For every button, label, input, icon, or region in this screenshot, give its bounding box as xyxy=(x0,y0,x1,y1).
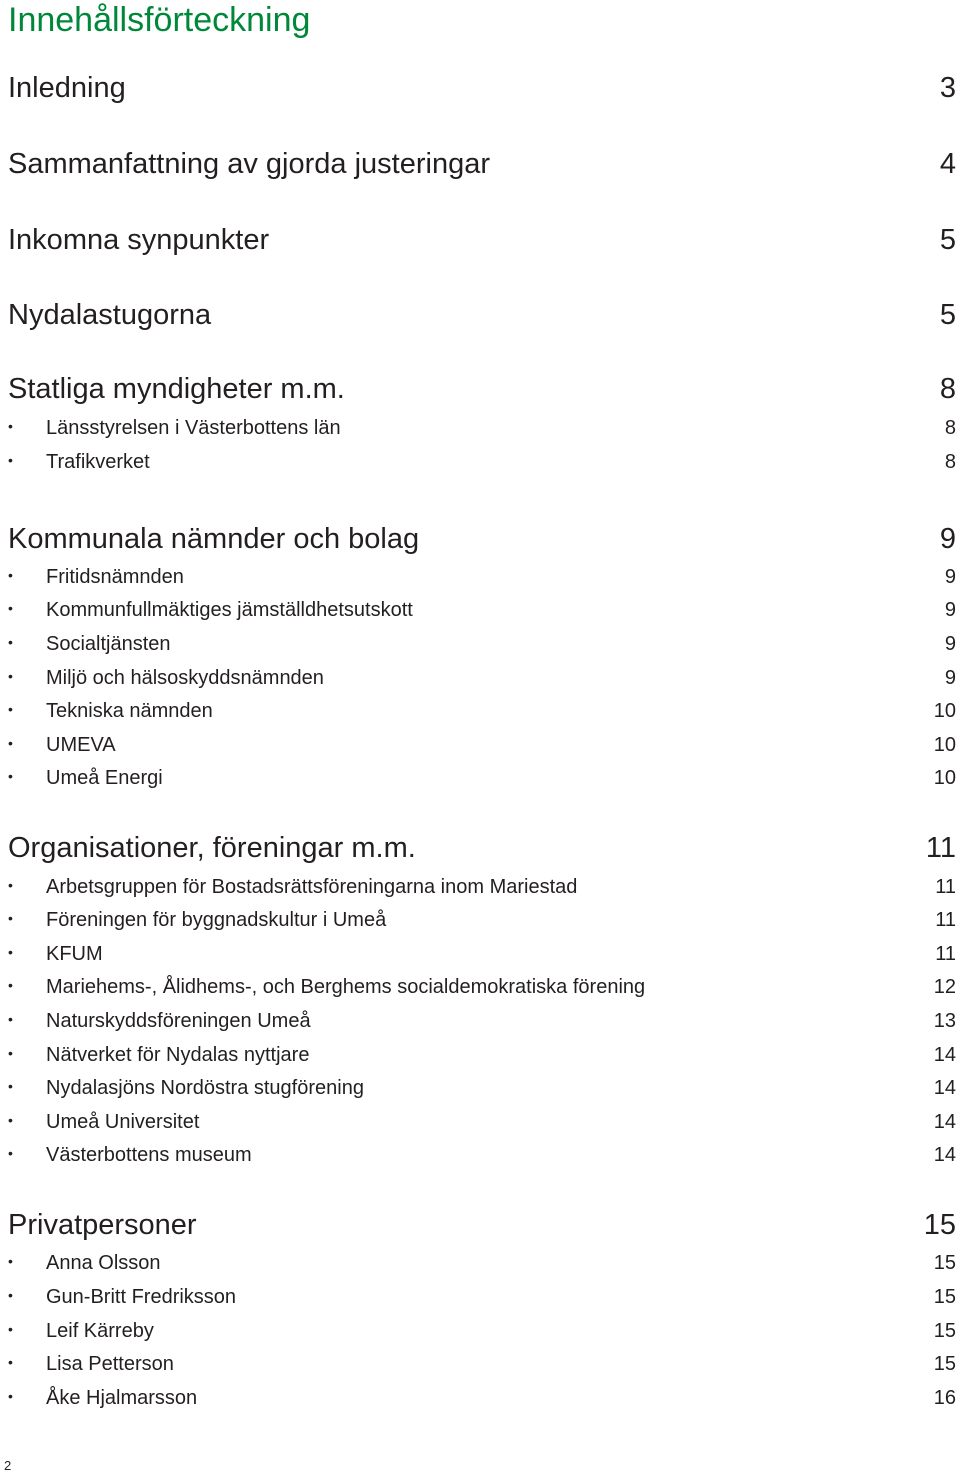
toc-subentry-page: 9 xyxy=(944,633,956,655)
toc-section[interactable] xyxy=(8,521,956,557)
toc-subentry[interactable] xyxy=(8,1042,956,1069)
toc-subentry-page: 14 xyxy=(933,1077,956,1099)
toc-subentry-page: 9 xyxy=(944,566,956,588)
toc-subentry-label: Umeå Universitet xyxy=(46,1111,200,1133)
toc-entry[interactable] xyxy=(8,297,956,333)
bullet-icon: • xyxy=(8,668,13,684)
bullet-icon: • xyxy=(8,1011,13,1027)
bullet-icon: • xyxy=(8,768,13,784)
toc-section-label: Kommunala nämnder och bolag xyxy=(8,523,420,555)
bullet-icon: • xyxy=(8,1354,13,1370)
toc-entry-label: Sammanfattning av gjorda justeringar xyxy=(8,148,490,180)
bullet-icon: • xyxy=(8,877,13,893)
toc-subentry[interactable] xyxy=(8,1008,956,1035)
toc-entry-label: Inledning xyxy=(8,72,126,104)
toc-subentry[interactable] xyxy=(8,631,956,658)
toc-subentry-page: 16 xyxy=(933,1387,956,1409)
toc-subentry-label: Trafikverket xyxy=(46,451,150,473)
toc-subentry-page: 15 xyxy=(933,1252,956,1274)
bullet-icon: • xyxy=(8,634,13,650)
bullet-icon: • xyxy=(8,418,13,434)
toc-subentry-label: Kommunfullmäktiges jämställdhetsutskott xyxy=(46,599,413,621)
bullet-icon: • xyxy=(8,567,13,583)
toc-subentry-label: Anna Olsson xyxy=(46,1252,161,1274)
toc-subentry[interactable] xyxy=(8,665,956,692)
toc-subentry-label: UMEVA xyxy=(46,734,116,756)
toc-subentry-label: Fritidsnämnden xyxy=(46,566,184,588)
bullet-icon: • xyxy=(8,1045,13,1061)
toc-subentry[interactable] xyxy=(8,1109,956,1136)
toc-subentry-page: 12 xyxy=(933,976,956,998)
toc-subentry[interactable] xyxy=(8,941,956,968)
toc-subentry-label: Åke Hjalmarsson xyxy=(46,1387,198,1409)
toc-subentry-label: Lisa Petterson xyxy=(46,1353,174,1375)
toc-entry-label: Inkomna synpunkter xyxy=(8,224,270,256)
toc-subentry-label: Nätverket för Nydalas nyttjare xyxy=(46,1044,310,1066)
toc-subentry-page: 15 xyxy=(933,1320,956,1342)
toc-subentry[interactable] xyxy=(8,1284,956,1311)
toc-subentry-page: 10 xyxy=(933,734,956,756)
bullet-icon: • xyxy=(8,1287,13,1303)
toc-subentry-label: Arbetsgruppen för Bostadsrättsföreningarna inom Mariestad xyxy=(46,876,578,898)
toc-subentry-label: Mariehems-, Ålidhems-, och Berghems socialdemokratiska förening xyxy=(46,976,646,998)
bullet-icon: • xyxy=(8,944,13,960)
toc-subentry[interactable] xyxy=(8,907,956,934)
toc-subentry-label: Tekniska nämnden xyxy=(46,700,213,722)
toc-subentry-label: Umeå Energi xyxy=(46,767,163,789)
toc-subentry-label: Gun-Britt Fredriksson xyxy=(46,1286,237,1308)
toc-subentry[interactable] xyxy=(8,732,956,759)
toc-entry-page: 4 xyxy=(939,148,956,180)
bullet-icon: • xyxy=(8,1253,13,1269)
toc-subentry[interactable] xyxy=(8,1318,956,1345)
toc-section-page: 9 xyxy=(939,523,956,555)
toc-subentry[interactable] xyxy=(8,1142,956,1169)
toc-subentry-page: 8 xyxy=(944,417,956,439)
toc-entry[interactable] xyxy=(8,70,956,106)
bullet-icon: • xyxy=(8,1112,13,1128)
page-title: Innehållsförteckning xyxy=(8,1,311,39)
toc-subentry[interactable] xyxy=(8,1385,956,1412)
toc-subentry-page: 10 xyxy=(933,700,956,722)
page-number: 2 xyxy=(4,1458,12,1473)
toc-subentry[interactable] xyxy=(8,974,956,1001)
bullet-icon: • xyxy=(8,701,13,717)
bullet-icon: • xyxy=(8,1321,13,1337)
bullet-icon: • xyxy=(8,600,13,616)
toc-section-label: Statliga myndigheter m.m. xyxy=(8,373,345,405)
toc-subentry-page: 11 xyxy=(935,943,956,965)
toc-subentry-page: 14 xyxy=(933,1144,956,1166)
toc-subentry-label: KFUM xyxy=(46,943,103,965)
toc-subentry-label: Naturskyddsföreningen Umeå xyxy=(46,1010,311,1032)
toc-subentry[interactable] xyxy=(8,597,956,624)
toc-subentry-page: 14 xyxy=(933,1111,956,1133)
bullet-icon: • xyxy=(8,910,13,926)
toc-subentry[interactable] xyxy=(8,564,956,591)
toc-subentry-label: Socialtjänsten xyxy=(46,633,171,655)
toc-subentry[interactable] xyxy=(8,1351,956,1378)
toc-subentry-page: 15 xyxy=(933,1286,956,1308)
toc-subentry-page: 14 xyxy=(933,1044,956,1066)
toc-section-label: Organisationer, föreningar m.m. xyxy=(8,832,416,864)
toc-subentry[interactable] xyxy=(8,1075,956,1102)
toc-section-label: Privatpersoner xyxy=(8,1209,197,1241)
bullet-icon: • xyxy=(8,977,13,993)
toc-subentry[interactable] xyxy=(8,698,956,725)
toc-subentry-page: 11 xyxy=(935,909,956,931)
toc-subentry-page: 9 xyxy=(944,667,956,689)
bullet-icon: • xyxy=(8,1145,13,1161)
toc-subentry-label: Västerbottens museum xyxy=(46,1144,252,1166)
toc-section[interactable] xyxy=(8,371,956,407)
toc-subentry-page: 8 xyxy=(944,451,956,473)
bullet-icon: • xyxy=(8,1388,13,1404)
bullet-icon: • xyxy=(8,452,13,468)
toc-entry-page: 5 xyxy=(939,224,956,256)
toc-subentry[interactable] xyxy=(8,765,956,792)
toc-subentry-page: 13 xyxy=(933,1010,956,1032)
toc-section[interactable] xyxy=(8,830,956,866)
toc-entry[interactable] xyxy=(8,222,956,258)
toc-section-page: 11 xyxy=(925,832,956,864)
toc-entry-label: Nydalastugorna xyxy=(8,299,212,331)
toc-subentry-label: Leif Kärreby xyxy=(46,1320,154,1342)
toc-entry[interactable] xyxy=(8,146,956,182)
toc-subentry-label: Föreningen för byggnadskultur i Umeå xyxy=(46,909,387,931)
toc-entry-page: 3 xyxy=(939,72,956,104)
toc-subentry-page: 15 xyxy=(933,1353,956,1375)
bullet-icon: • xyxy=(8,735,13,751)
toc-subentry[interactable] xyxy=(8,415,956,442)
toc-subentry-page: 9 xyxy=(944,599,956,621)
toc-subentry[interactable] xyxy=(8,874,956,901)
toc-subentry[interactable] xyxy=(8,449,956,476)
bullet-icon: • xyxy=(8,1078,13,1094)
toc-section-page: 8 xyxy=(939,373,956,405)
toc-subentry-page: 10 xyxy=(933,767,956,789)
toc-subentry-page: 11 xyxy=(935,876,956,898)
toc-entry-page: 5 xyxy=(939,299,956,331)
toc-subentry[interactable] xyxy=(8,1250,956,1277)
toc-subentry-label: Nydalasjöns Nordöstra stugförening xyxy=(46,1077,364,1099)
toc-subentry-label: Miljö och hälsoskyddsnämnden xyxy=(46,667,324,689)
toc-subentry-label: Länsstyrelsen i Västerbottens län xyxy=(46,417,341,439)
toc-section-page: 15 xyxy=(923,1209,956,1241)
toc-section[interactable] xyxy=(8,1207,956,1243)
